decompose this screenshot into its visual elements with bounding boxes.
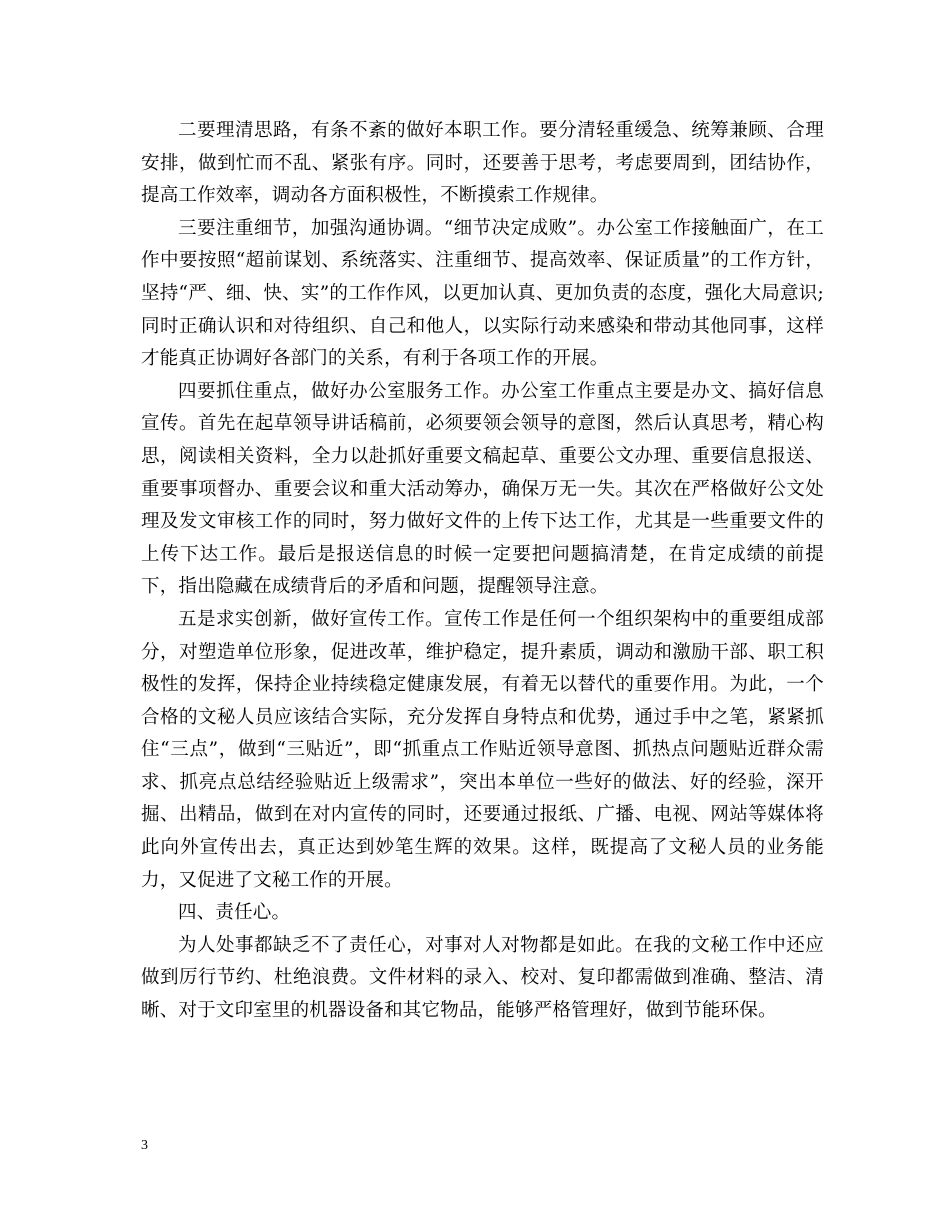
document-body <box>141 115 824 1028</box>
paragraph-second-point: 二要理清思路，有条不紊的做好本职工作。要分清轻重缓急、统筹兼顾、合理安排，做到忙而不乱、紧张有序。同时，还要善于思考，考虑要周到，团结协作，提高工作效率，调动各方面积极性，不断摸索工作规律。 <box>141 120 824 207</box>
paragraph-fifth-point: 五是求实创新，做好宣传工作。宣传工作是任何一个组织架构中的重要组成部分，对塑造单位形象，促进改革，维护稳定，提升素质，调动和激励干部、职工积极性的发挥，保持企业持续稳定健康发展，有着无以替代的重要作用。为此，一个合格的文秘人员应该结合实际，充分发挥自身特点和优势，通过手中之笔，紧紧抓住“三点”，做到“三贴近”，即“抓重点工作贴近领导意图、抓热点问题贴近群众需求、抓亮点总结经验贴近上级需求”，突出本单位一些好的做法、好的经验，深开掘、出精品，做到在对内宣传的同时，还要通过报纸、广播、电视、网站等媒体将此向外宣传出去，真正达到妙笔生辉的效果。这样，既提高了文秘人员的业务能力，又促进了文秘工作的开展。 <box>141 608 824 891</box>
paragraph-third-point: 三要注重细节，加强沟通协调。“细节决定成败”。办公室工作接触面广，在工作中要按照“超前谋划、系统落实、注重细节、提高效率、保证质量”的工作方针，坚持“严、细、快、实”的工作作风，以更加认真、更加负责的态度，强化大局意识;同时正确认识和对待组织、自己和他人，以实际行动来感染和带动其他同事，这样才能真正协调好各部门的关系，有利于各项工作的开展。 <box>141 217 824 370</box>
section-heading-responsibility: 四、责任心。 <box>178 902 291 924</box>
paragraph-fourth-point: 四要抓住重点，做好办公室服务工作。办公室工作重点主要是办文、搞好信息宣传。首先在起草领导讲话稿前，必须要领会领导的意图，然后认真思考，精心构思，阅读相关资料，全力以赴抓好重要文稿起草、重要公文办理、重要信息报送、重要事项督办、重要会议和重大活动筹办，确保万无一失。其次在严格做好公文处理及发文审核工作的同时，努力做好文件的上传下达工作，尤其是一些重要文件的上传下达工作。最后是报送信息的时候一定要把问题搞清楚，在肯定成绩的前提下，指出隐藏在成绩背后的矛盾和问题，提醒领导注意。 <box>141 380 824 598</box>
page-number: 3 <box>141 1138 148 1153</box>
paragraph-responsibility: 为人处事都缺乏不了责任心，对事对人对物都是如此。在我的文秘工作中还应做到厉行节约、杜绝浪费。文件材料的录入、校对、复印都需做到准确、整洁、清晰、对于文印室里的机器设备和其它物品，能够严格管理好，做到节能环保。 <box>141 934 824 1022</box>
